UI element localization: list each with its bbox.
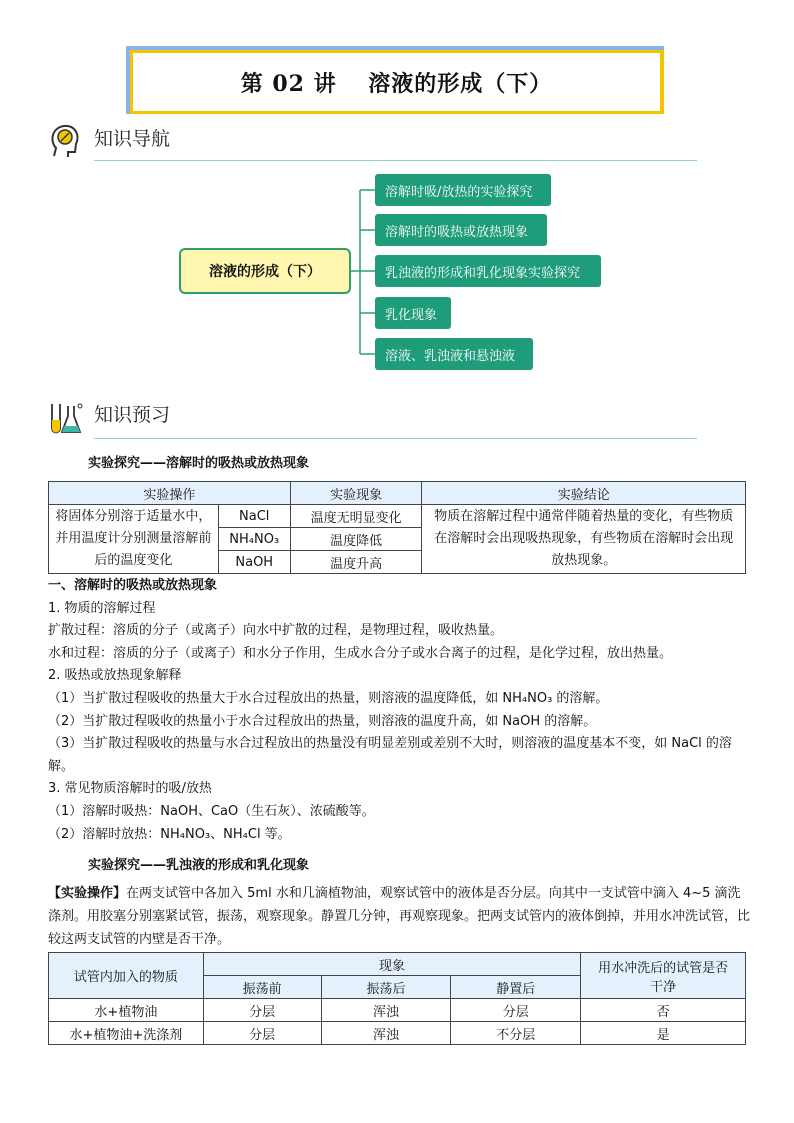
exp2-header-substance: 试管内加入的物质 bbox=[49, 953, 204, 999]
mindmap-branch-1: 溶解时吸/放热的实验探究 bbox=[375, 174, 551, 206]
mindmap-branch-4: 乳化现象 bbox=[375, 297, 451, 329]
paragraph: （2）溶解时放热：NH₄NO₃、NH₄Cl 等。 bbox=[48, 826, 291, 842]
exp2-header-after: 振荡后 bbox=[321, 976, 451, 999]
paragraph: 3. 常见物质溶解时的吸/放热 bbox=[48, 781, 212, 797]
exp2-op-label: 【实验操作】 bbox=[48, 886, 127, 901]
exp1-header-conclusion: 实验结论 bbox=[422, 482, 746, 505]
exp2-after: 浑浊 bbox=[321, 1022, 451, 1045]
exp1-operation: 将固体分别溶于适量水中，并用温度计分别测量溶解前后的温度变化 bbox=[49, 505, 219, 574]
mindmap-root: 溶液的形成（下） bbox=[179, 248, 351, 294]
exp1-header-phenomenon: 实验现象 bbox=[290, 482, 422, 505]
exp1-conclusion: 物质在溶解过程中通常伴随着热量的变化，有些物质在溶解时会出现吸热现象，有些物质在溶解时会出现放热现象。 bbox=[422, 505, 746, 574]
section-divider bbox=[94, 438, 697, 439]
exp2-before: 分层 bbox=[203, 999, 321, 1022]
exp2-header-still: 静置后 bbox=[451, 976, 581, 999]
exp1-substance: NaCl bbox=[218, 505, 290, 528]
paragraph: 2. 吸热或放热现象解释 bbox=[48, 668, 182, 684]
exp2-substance: 水+植物油 bbox=[49, 999, 204, 1022]
paragraph: （2）当扩散过程吸收的热量小于水合过程放出的热量，则溶液的温度升高，如 NaOH 的溶解。 bbox=[48, 713, 597, 729]
exp2-still: 不分层 bbox=[451, 1022, 581, 1045]
exp2-still: 分层 bbox=[451, 999, 581, 1022]
exp2-table bbox=[48, 952, 746, 1045]
exp2-clean: 否 bbox=[581, 999, 746, 1022]
exp1-phenomenon: 温度降低 bbox=[290, 528, 422, 551]
exp2-header-phenomenon: 现象 bbox=[203, 953, 580, 976]
mindmap-branch-5: 溶液、乳浊液和悬浊液 bbox=[375, 338, 533, 370]
paragraph: 水和过程：溶质的分子（或离子）和水分子作用，生成水合分子或水合离子的过程，是化学过程，放出热量。 bbox=[48, 645, 673, 661]
exp1-header-operation: 实验操作 bbox=[49, 482, 291, 505]
mindmap-branch-2: 溶解时的吸热或放热现象 bbox=[375, 214, 547, 246]
exp2-header-clean: 用水冲洗后的试管是否干净 bbox=[581, 953, 746, 999]
paragraph: （3）当扩散过程吸收的热量与水合过程放出的热量没有明显差别或差别不大时，则溶液的温度基本不变，如 NaCl 的溶解。 bbox=[48, 736, 732, 774]
flask-icon bbox=[46, 398, 86, 438]
exp2-substance: 水+植物油+洗涤剂 bbox=[49, 1022, 204, 1045]
section-knowledge-preview: 知识预习 bbox=[94, 404, 171, 426]
mindmap-branch-3: 乳浊液的形成和乳化现象实验探究 bbox=[375, 255, 601, 287]
exp2-title: 实验探究——乳浊液的形成和乳化现象 bbox=[88, 858, 310, 873]
exp2-header-before: 振荡前 bbox=[203, 976, 321, 999]
exp1-substance: NH₄NO₃ bbox=[218, 528, 290, 551]
exp2-after: 浑浊 bbox=[321, 999, 451, 1022]
exp1-title: 实验探究——溶解时的吸热或放热现象 bbox=[88, 456, 310, 471]
section-knowledge-nav: 知识导航 bbox=[94, 128, 171, 150]
exp2-operation bbox=[48, 882, 750, 951]
part1-body bbox=[48, 575, 750, 846]
exp1-table bbox=[48, 481, 746, 574]
part1-heading: 一、溶解时的吸热或放热现象 bbox=[48, 578, 218, 593]
paragraph: （1）溶解时吸热：NaOH、CaO（生石灰）、浓硫酸等。 bbox=[48, 803, 375, 819]
paragraph: 扩散过程：溶质的分子（或离子）向水中扩散的过程，是物理过程，吸收热量。 bbox=[48, 623, 504, 639]
exp1-phenomenon: 温度升高 bbox=[290, 551, 422, 574]
exp1-substance: NaOH bbox=[218, 551, 290, 574]
paragraph: 1. 物质的溶解过程 bbox=[48, 600, 156, 616]
exp2-before: 分层 bbox=[203, 1022, 321, 1045]
exp1-phenomenon: 温度无明显变化 bbox=[290, 505, 422, 528]
exp2-op-text: 在两支试管中各加入 5ml 水和几滴植物油，观察试管中的液体是否分层。向其中一支试管中滴入 4~5 滴洗涤剂。用胶塞分别塞紧试管，振荡，观察现象。静置几分钟，再观察现象。把两支试管内的液体倒掉，并用水冲洗试管，比较这两支试管的内壁是否干净。 bbox=[48, 886, 751, 947]
page-title: 第 02 讲 溶液的形成（下） bbox=[133, 53, 660, 111]
paragraph: （1）当扩散过程吸收的热量大于水合过程放出的热量，则溶液的温度降低，如 NH₄NO₃ 的溶解。 bbox=[48, 690, 609, 706]
exp2-clean: 是 bbox=[581, 1022, 746, 1045]
